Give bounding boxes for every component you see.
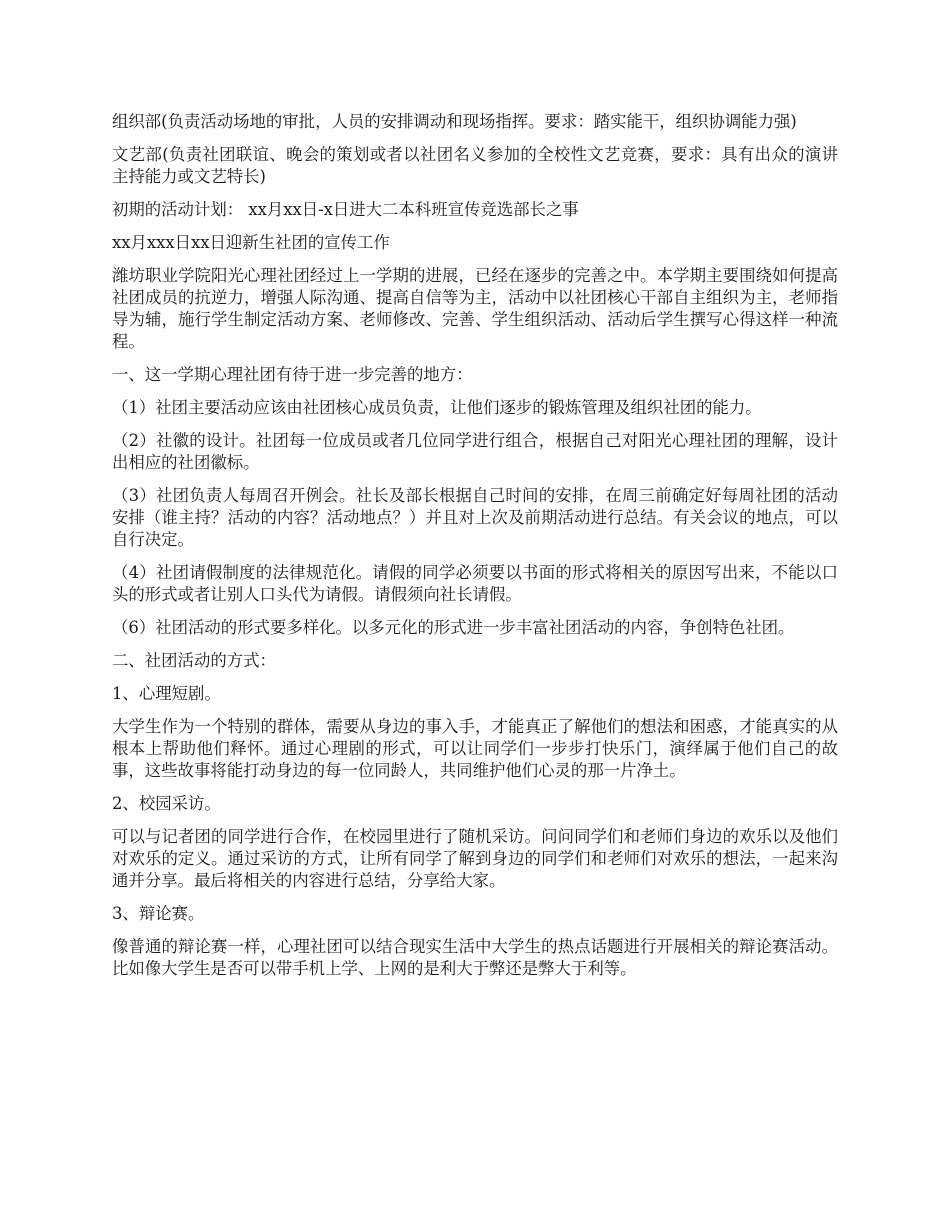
paragraph-freshmen-promo: xx月xxx日xx日迎新生社团的宣传工作 [112, 233, 390, 252]
subheading-campus-interview: 2、校园采访。 [112, 794, 221, 813]
paragraph-intro: 潍坊职业学院阳光心理社团经过上一学期的进展，已经在逐步的完善之中。本学期主要围绕如何提高社团成员的抗逆力，增强人际沟通、提高自信等为主，活动中以社团核心干部自主组织为主，老师指导为辅，施行学生制定活动方案、老师修改、完善、学生组织活动、活动后学生撰写心得这样一种流程。 [112, 266, 838, 351]
list-item-2: （2）社徽的设计。社团每一位成员或者几位同学进行组合，根据自己对阳光心理社团的理解，设计出相应的社团徽标。 [112, 431, 838, 472]
list-item-4: （4）社团请假制度的法律规范化。请假的同学必须要以书面的形式将相关的原因写出来，不能以口头的形式或者让别人口头代为请假。请假须向社长请假。 [112, 563, 838, 604]
list-item-6: （6）社团活动的形式要多样化。以多元化的形式进一步丰富社团活动的内容，争创特色社团。 [112, 618, 795, 637]
paragraph-organization-dept: 组织部(负责活动场地的审批，人员的安排调动和现场指挥。要求：踏实能干，组织协调能力强) [112, 112, 797, 131]
list-item-1: （1）社团主要活动应该由社团核心成员负责，让他们逐步的锻炼管理及组织社团的能力。 [112, 398, 762, 417]
section-heading-activity-methods: 二、社团活动的方式： [112, 651, 276, 670]
subheading-psych-drama: 1、心理短剧。 [112, 684, 221, 703]
document-page [112, 111, 838, 991]
list-item-3: （3）社团负责人每周召开例会。社长及部长根据自己时间的安排，在周三前确定好每周社团的活动安排（谁主持？活动的内容？活动地点？）并且对上次及前期活动进行总结。有关会议的地点，可以自行决定。 [112, 486, 838, 549]
paragraph-arts-dept: 文艺部(负责社团联谊、晚会的策划或者以社团名义参加的全校性文艺竞赛，要求：具有出众的演讲主持能力或文艺特长) [112, 145, 838, 186]
paragraph-initial-plan: 初期的活动计划： xx月xx日-x日进大二本科班宣传竞选部长之事 [112, 200, 579, 219]
paragraph-psych-drama: 大学生作为一个特别的群体，需要从身边的事入手，才能真正了解他们的想法和困惑，才能真实的从根本上帮助他们释怀。通过心理剧的形式，可以让同学们一步步打快乐门，演绎属于他们自己的故事，这些故事将能打动身边的每一位同龄人，共同维护他们心灵的那一片净土。 [112, 717, 838, 780]
paragraph-debate: 像普通的辩论赛一样，心理社团可以结合现实生活中大学生的热点话题进行开展相关的辩论赛活动。比如像大学生是否可以带手机上学、上网的是利大于弊还是弊大于利等。 [112, 937, 838, 978]
subheading-debate: 3、辩论赛。 [112, 904, 205, 923]
paragraph-campus-interview: 可以与记者团的同学进行合作，在校园里进行了随机采访。问问同学们和老师们身边的欢乐以及他们对欢乐的定义。通过采访的方式，让所有同学了解到身边的同学们和老师们对欢乐的想法，一起来沟通并分享。最后将相关的内容进行总结，分享给大家。 [112, 827, 838, 890]
section-heading-improvements: 一、这一学期心理社团有待于进一步完善的地方： [112, 365, 473, 384]
